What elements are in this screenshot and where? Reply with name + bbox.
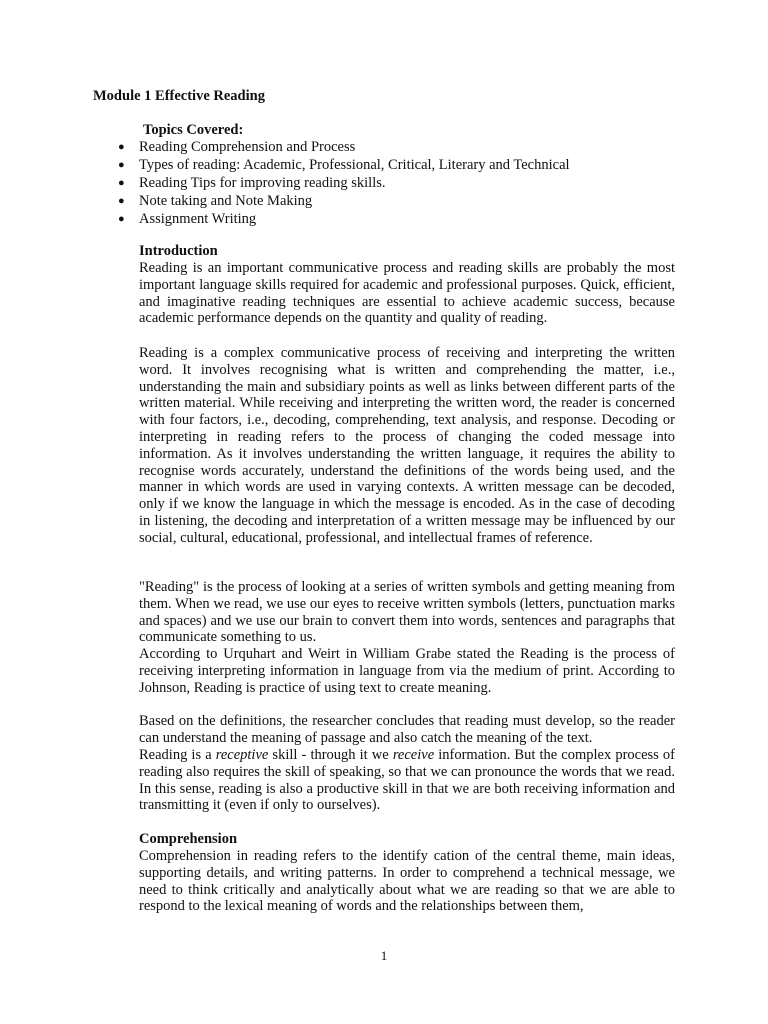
topic-item bbox=[118, 192, 570, 210]
intro-paragraph-3: "Reading" is the process of looking at a series of written symbols and getting meaning from them. When we read, we use our eyes to receive written symbols (letters, punctuation marks and spaces) and we use our brain to convert them into words, sentences and paragraphs that communicate something to us. bbox=[139, 579, 675, 646]
intro-paragraph-4: According to Urquhart and Weirt in William Grabe stated the Reading is the process of receiving interpreting information in language from via the medium of print. According to Johnson, Reading is practice of using text to create meaning. bbox=[139, 646, 675, 696]
topics-heading: Topics Covered: bbox=[143, 122, 244, 138]
topic-item bbox=[118, 156, 570, 174]
receptive-italic-1: receptive bbox=[215, 747, 269, 763]
receptive-text-3: information. But the complex process of reading also requires the skill of speaking, so that we can pronounce the words that we read. In this sense, reading is also a productive skill in that we are both receiving information and transmitting it (even if only to ourselves). bbox=[139, 747, 675, 814]
intro-paragraph-5: Based on the definitions, the researcher concludes that reading must develop, so the reader can understand the meaning of passage and also catch the meaning of the text. bbox=[139, 713, 675, 746]
bullet-icon: ● bbox=[118, 213, 125, 225]
topics-list bbox=[118, 138, 570, 228]
topic-item-label: Reading Comprehension and Process bbox=[139, 139, 356, 155]
bullet-icon: ● bbox=[118, 141, 125, 153]
topic-item bbox=[118, 138, 570, 156]
topic-item-label: Types of reading: Academic, Professional, Critical, Literary and Technical bbox=[139, 157, 570, 173]
introduction-heading: Introduction bbox=[139, 243, 218, 259]
bullet-icon: ● bbox=[118, 177, 125, 189]
topic-item-label: Reading Tips for improving reading skills. bbox=[139, 175, 386, 191]
page-number: 1 bbox=[380, 948, 388, 963]
intro-paragraph-2: Reading is a complex communicative process of receiving and interpreting the written word. It involves recognising what is written and comprehending the matter, i.e., understanding the main and subsidiary points as well as links between different parts of the written material. While receiving and interpreting the written word, the reader is concerned with four factors, i.e., decoding, comprehending, text analysis, and response. Decoding or interpreting in reading refers to the process of changing the coded message into information. As it involves understanding the written language, it requires the ability to recognise words accurately, understand the definitions of the words being used, and the manner in which words are used in varying contexts. A written message can be decoded, only if we know the language in which the message is encoded. As in the case of decoding in listening, the decoding and interpretation of a written message may be influenced by our social, cultural, educational, professional, and intellectual frames of reference. bbox=[139, 345, 675, 546]
bullet-icon: ● bbox=[118, 195, 125, 207]
receptive-italic-2: receive bbox=[392, 747, 435, 763]
receptive-text-1: Reading is a bbox=[139, 747, 216, 763]
bullet-icon: ● bbox=[118, 159, 125, 171]
topic-item bbox=[118, 174, 570, 192]
topic-item-label: Assignment Writing bbox=[139, 211, 257, 227]
comprehension-paragraph: Comprehension in reading refers to the identify cation of the central theme, main ideas, supporting details, and writing patterns. In order to comprehend a technical message, we need to think critically and analytically about what we are reading so that we are able to respond to the lexical meaning of words and the relationships between them, bbox=[139, 848, 675, 915]
topic-item-label: Note taking and Note Making bbox=[139, 193, 313, 209]
intro-paragraph-1: Reading is an important communicative process and reading skills are probably the most important language skills required for academic and professional purposes. Quick, efficient, and imaginative reading techniques are essential to achieve academic success, because academic performance depends on the quantity and quality of reading. bbox=[139, 260, 675, 327]
comprehension-heading: Comprehension bbox=[139, 831, 238, 847]
topic-item bbox=[118, 210, 570, 228]
receptive-paragraph bbox=[139, 747, 675, 814]
receptive-text-2: skill - through it we bbox=[268, 747, 393, 763]
module-title: Module 1 Effective Reading bbox=[93, 88, 265, 104]
